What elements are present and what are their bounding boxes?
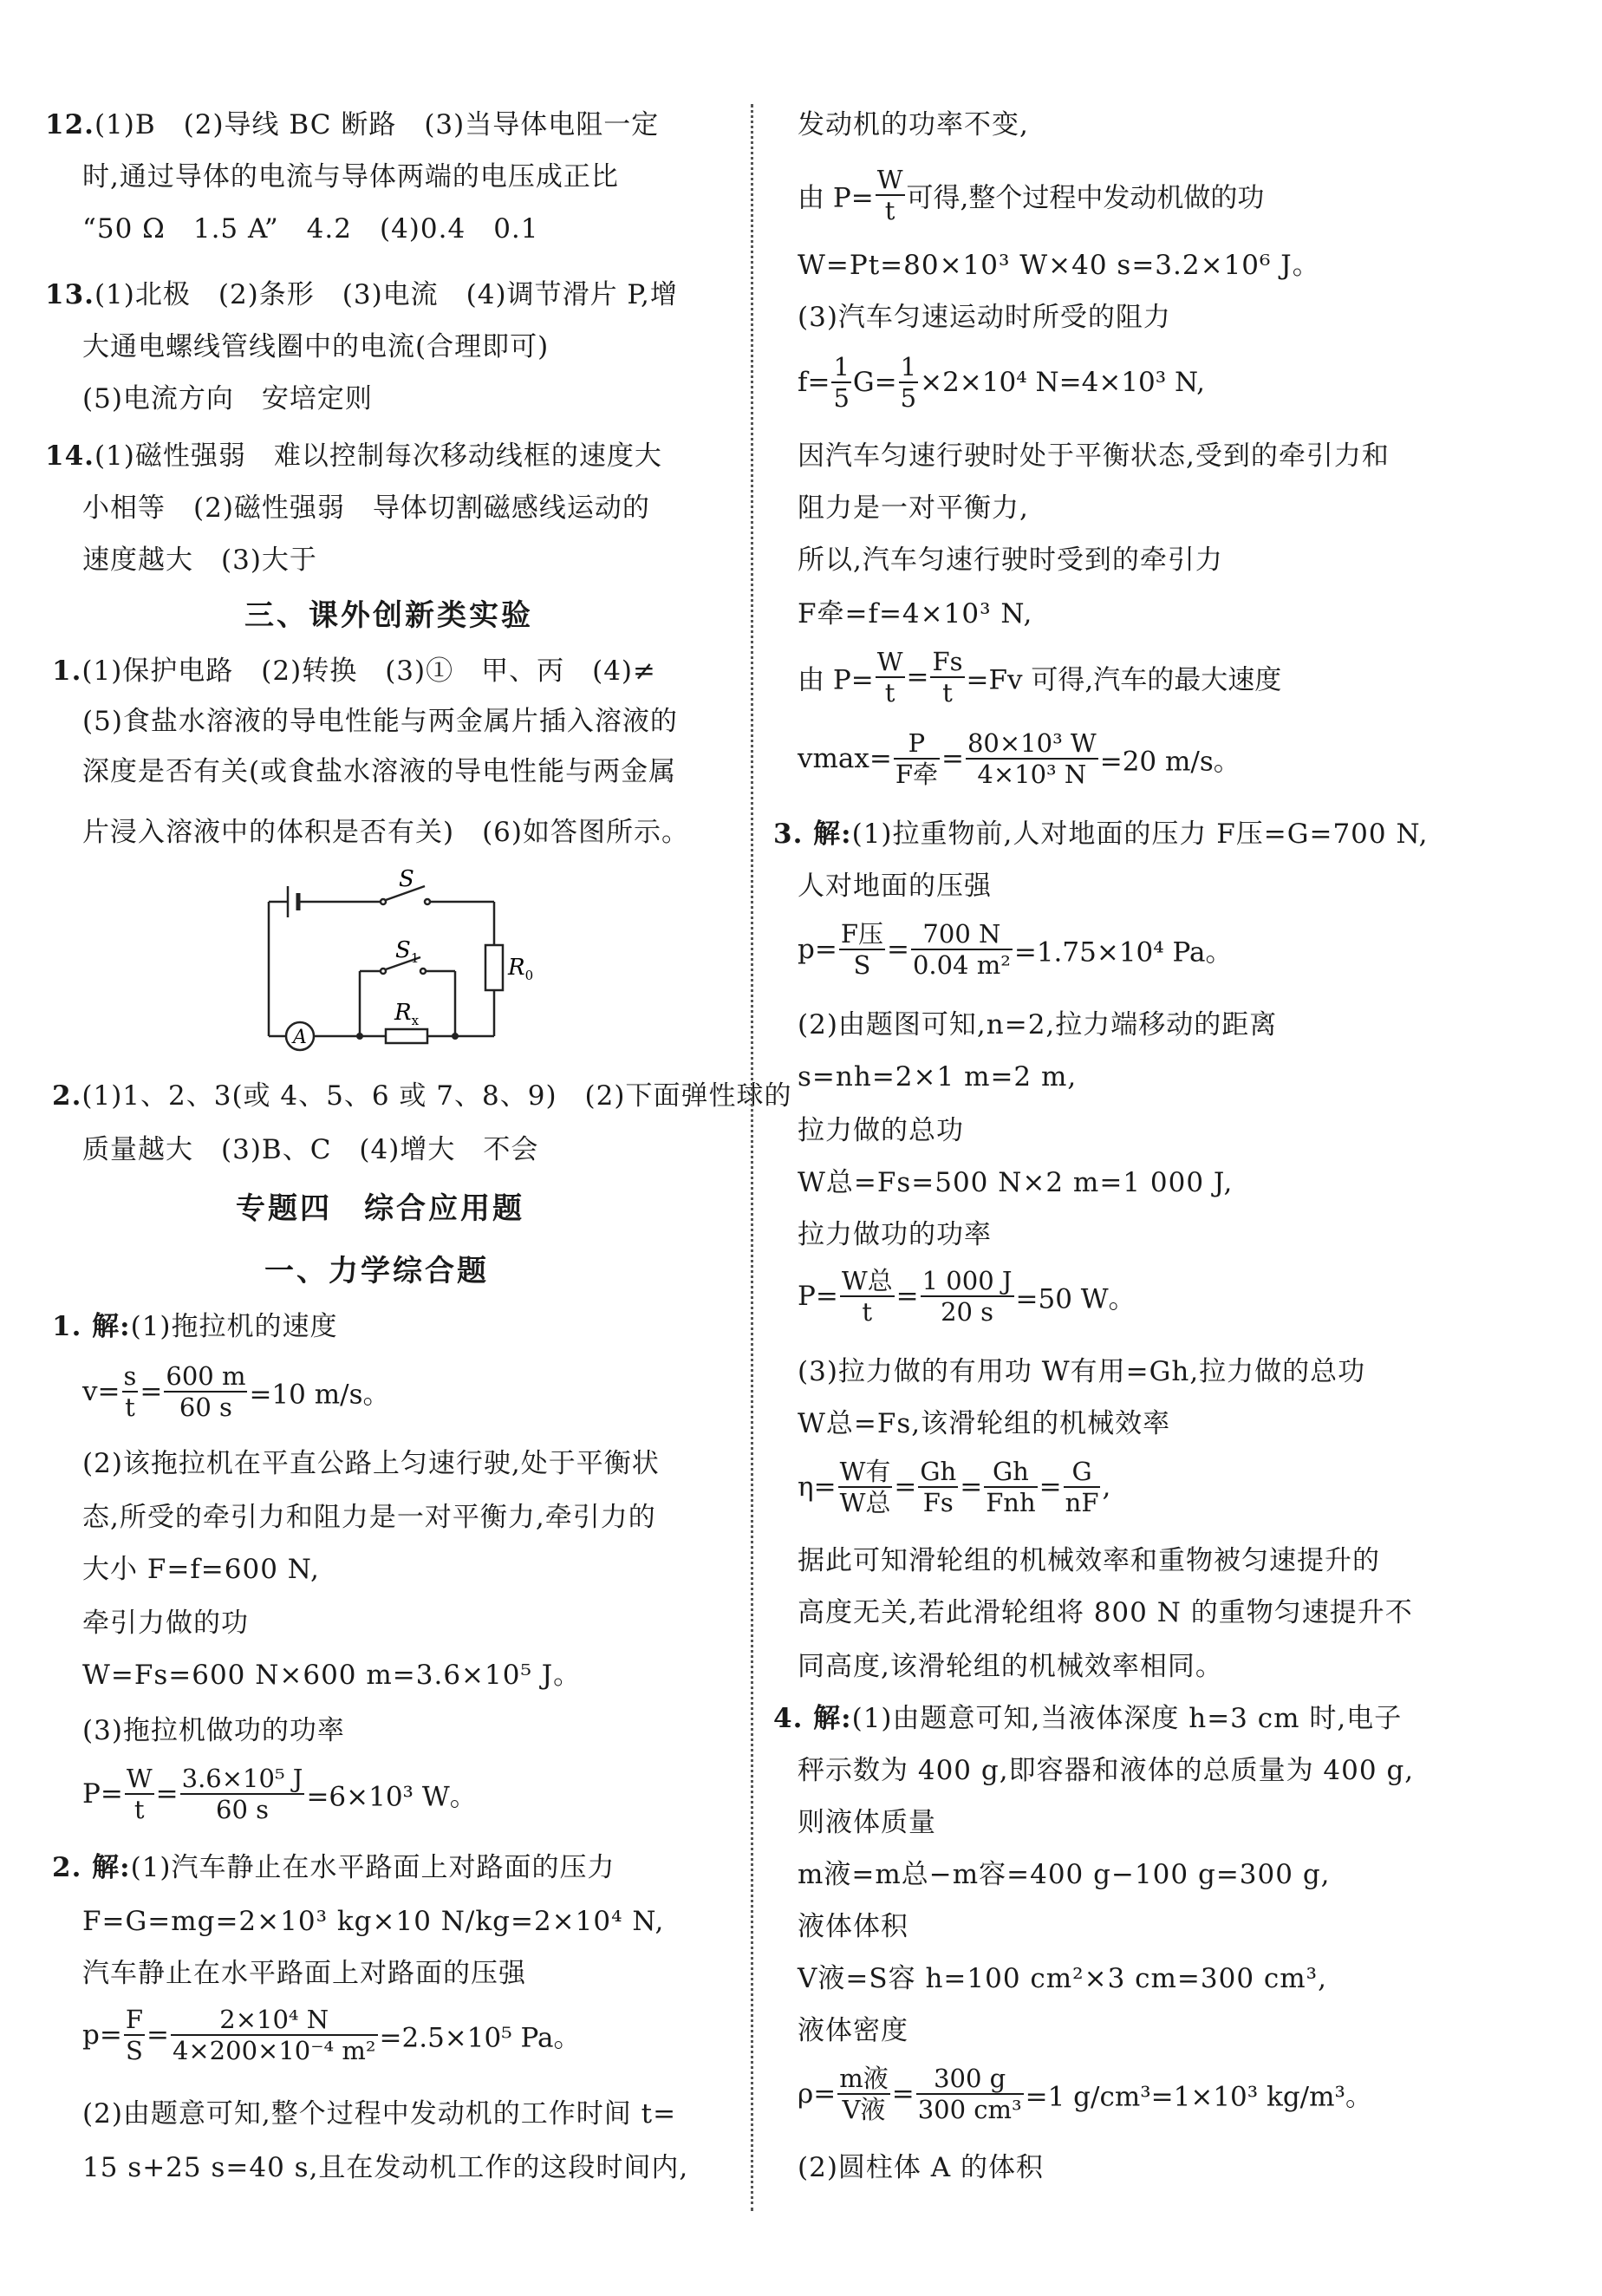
- switch-s-label: S: [399, 867, 414, 892]
- a3-line3: (2)由题图可知,n=2,拉力端移动的距离: [798, 1009, 1278, 1040]
- a4-line8: (2)圆柱体 A 的体积: [798, 2152, 1045, 2183]
- a3-line6: W总=Fs=500 N×2 m=1 000 J,: [798, 1167, 1234, 1198]
- a4-line7: 液体密度: [798, 2015, 908, 2046]
- a4-density-eq: ρ= $\frac{\text{m液}}{\text{V液}}$ = $\frac{300 g}{\text{300 cm³}}$ =1 g/cm³=1×10³ kg/m³。: [798, 2064, 1372, 2124]
- a2-line2: F=G=mg=2×10³ kg×10 N/kg=2×10⁴ N,: [82, 1906, 665, 1937]
- r-line2: 由 P= $\frac{W}{t}$ 可得,整个过程中发动机做的功: [798, 165, 1265, 225]
- a1-line2: (2)该拖拉机在平直公路上匀速行驶,处于平衡状: [82, 1448, 660, 1479]
- a1-line1: 1. 解:(1)拖拉机的速度: [52, 1311, 338, 1342]
- a3-line4: s=nh=2×1 m=2 m,: [798, 1061, 1078, 1093]
- a4-line5: 液体体积: [798, 1911, 908, 1942]
- section3-title: 三、课外创新类实验: [244, 598, 533, 633]
- circuit-diagram: [251, 867, 546, 1058]
- e2-line1: 2.(1)1、2、3(或 4、5、6 或 7、8、9) (2)下面弹性球的: [52, 1080, 792, 1112]
- r-line1: 发动机的功率不变,: [798, 109, 1029, 140]
- a4-line1: 4. 解:(1)由题意可知,当液体深度 h=3 cm 时,电子: [773, 1703, 1403, 1734]
- r-line3: W=Pt=80×10³ W×40 s=3.2×10⁶ J。: [798, 250, 1320, 281]
- r-line7: 阻力是一对平衡力,: [798, 492, 1029, 524]
- a3-line9: W总=Fs,该滑轮组的机械效率: [798, 1408, 1171, 1439]
- a4-line4: m液=m总−m容=400 g−100 g=300 g,: [798, 1859, 1331, 1890]
- a1-line7: (3)拖拉机做功的功率: [82, 1715, 345, 1746]
- a2-pressure-eq: p= $\frac{F}{S}$ = $\frac{\text{2×10⁴ N}}{\text{4×200×10⁻⁴ m²}}$ =2.5×10⁵ Pa。: [82, 2005, 581, 2065]
- e1-line1: 1.(1)保护电路 (2)转换 (3)① 甲、丙 (4)≠: [52, 656, 656, 687]
- column-divider: [751, 104, 753, 2211]
- a3-power-eq: P= $\frac{\text{W总}}{t}$ = $\frac{1 000 J}{20 s}$ =50 W。: [798, 1266, 1136, 1327]
- a4-line2: 秤示数为 400 g,即容器和液体的总质量为 400 g,: [798, 1755, 1415, 1786]
- topic4-title: 专题四 综合应用题: [236, 1191, 524, 1226]
- a1-velocity-eq: v= $\frac{s}{t}$ = $\frac{600 m}{60 s}$ =10 m/s。: [82, 1361, 390, 1422]
- a3-line11: 高度无关,若此滑轮组将 800 N 的重物匀速提升不: [798, 1597, 1413, 1628]
- a3-line10: 据此可知滑轮组的机械效率和重物被匀速提升的: [798, 1545, 1380, 1576]
- a1-power-eq: P= $\frac{W}{t}$ = $\frac{\text{3.6×10⁵ J}}{60 s}$ =6×10³ W。: [82, 1764, 477, 1824]
- a3-line7: 拉力做功的功率: [798, 1219, 992, 1250]
- a4-line3: 则液体质量: [798, 1807, 936, 1838]
- q13-line2: 大通电螺线管线圈中的电流(合理即可): [82, 331, 550, 362]
- e1-line2: (5)食盐水溶液的导电性能与两金属片插入溶液的: [82, 706, 678, 737]
- a2-line4: (2)由题意可知,整个过程中发动机的工作时间 t=: [82, 2098, 677, 2130]
- r-line4: (3)汽车匀速运动时所受的阻力: [798, 302, 1171, 333]
- a3-line5: 拉力做的总功: [798, 1115, 964, 1146]
- a2-line5: 15 s+25 s=40 s,且在发动机工作的这段时间内,: [82, 2152, 689, 2183]
- a1-line5: 牵引力做的功: [82, 1608, 249, 1639]
- r-line5: f= $\frac{1}{5}$ G= $\frac{1}{5}$ ×2×10⁴ N=4×10³ N,: [798, 352, 1206, 413]
- a4-line6: V液=S容 h=100 cm²×3 cm=300 cm³,: [798, 1963, 1327, 1994]
- a2-line1: 2. 解:(1)汽车静止在水平路面上对路面的压力: [52, 1852, 615, 1883]
- ammeter-label: A: [293, 1027, 307, 1048]
- section1-title: 一、力学综合题: [264, 1254, 489, 1288]
- q12-line1: 12.(1)B (2)导线 BC 断路 (3)当导体电阻一定: [45, 109, 660, 140]
- switch-s1-label: $S_1$: [395, 937, 420, 966]
- e1-line4: 片浸入溶液中的体积是否有关) (6)如答图所示。: [82, 817, 690, 848]
- q12-line3: “50 Ω 1.5 A” 4.2 (4)0.4 0.1: [82, 213, 539, 245]
- q12-line2: 时,通过导体的电流与导体两端的电压成正比: [82, 161, 619, 192]
- a3-line2: 人对地面的压强: [798, 871, 992, 902]
- r-line10: 由 P= $\frac{W}{t}$ = $\frac{Fs}{t}$ =Fv 可得,汽车的最大速度: [798, 647, 1282, 708]
- r-line6: 因汽车匀速行驶时处于平衡状态,受到的牵引力和: [798, 440, 1390, 472]
- q14-line1: 14.(1)磁性强弱 难以控制每次移动线框的速度大: [45, 440, 662, 472]
- a1-line4: 大小 F=f=600 N,: [82, 1554, 320, 1585]
- r-line11: vmax= $\frac{P}{\text{F牵}}$ = $\frac{\text{80×10³ W}}{\text{4×10³ N}}$ =20 m/s。: [798, 728, 1241, 789]
- a3-efficiency-eq: η= $\frac{\text{W有}}{\text{W总}}$ = $\frac{Gh}{Fs}$ = $\frac{Gh}{\text{Fnh}}$ = $\frac{G}{nF}$ ,: [798, 1457, 1111, 1517]
- e2-line2: 质量越大 (3)B、C (4)增大 不会: [82, 1134, 539, 1165]
- a3-line12: 同高度,该滑轮组的机械效率相同。: [798, 1651, 1223, 1682]
- left-column: [0, 0, 792, 2296]
- q14-line3: 速度越大 (3)大于: [82, 545, 317, 576]
- r-line9: F牵=f=4×10³ N,: [798, 598, 1033, 629]
- resistor-rx-label: $R_x$: [394, 1000, 420, 1028]
- a3-line8: (3)拉力做的有用功 W有用=Gh,拉力做的总功: [798, 1356, 1366, 1387]
- q13-line1: 13.(1)北极 (2)条形 (3)电流 (4)调节滑片 P,增: [45, 279, 678, 310]
- a3-pressure-eq: p= $\frac{\text{F压}}{S}$ = $\frac{700 N}{\text{0.04 m²}}$ =1.75×10⁴ Pa。: [798, 919, 1233, 980]
- a3-line1: 3. 解:(1)拉重物前,人对地面的压力 F压=G=700 N,: [773, 819, 1429, 850]
- q13-line3: (5)电流方向 安培定则: [82, 383, 373, 414]
- resistor-r0-label: $R_0$: [508, 955, 534, 983]
- right-column: [763, 0, 1602, 2296]
- a1-line6: W=Fs=600 N×600 m=3.6×10⁵ J。: [82, 1660, 582, 1691]
- e1-line3: 深度是否有关(或食盐水溶液的导电性能与两金属: [82, 756, 677, 787]
- a2-line3: 汽车静止在水平路面上对路面的压强: [82, 1958, 526, 1989]
- q14-line2: 小相等 (2)磁性强弱 导体切割磁感线运动的: [82, 492, 650, 524]
- a1-line3: 态,所受的牵引力和阻力是一对平衡力,牵引力的: [82, 1502, 656, 1533]
- r-line8: 所以,汽车匀速行驶时受到的牵引力: [798, 545, 1223, 576]
